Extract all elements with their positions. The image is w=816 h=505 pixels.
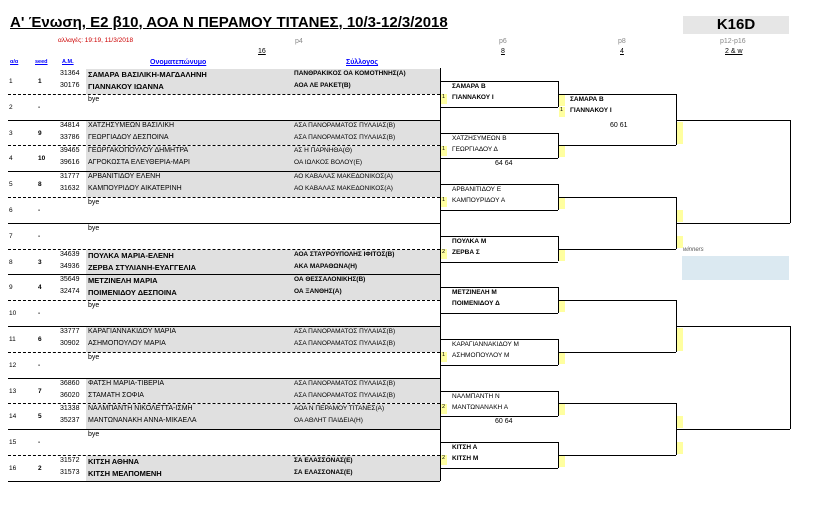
r2-top-line [440, 442, 558, 443]
header-p12: p12-p16 [720, 38, 746, 45]
entry-number: 13 [9, 387, 17, 395]
header-2w: 2 & w [725, 48, 743, 55]
player-name: ΦΑΤΣΗ ΜΑΡΙΑ-ΤΙΒΕΡΙΑ [88, 379, 165, 387]
row-divider [8, 300, 440, 301]
player-am: 32474 [60, 288, 80, 296]
entry-seed: 5 [38, 413, 42, 421]
winner-mark: 1 [442, 93, 446, 100]
r2-player2: ΜΑΝΤΩΝΑΝΑΚΗ Α [452, 403, 509, 411]
player-am: 34936 [60, 262, 80, 270]
r2-player1: ΝΑΛΜΠΑΝΤΗ Ν [452, 392, 500, 400]
r4-side-line [790, 120, 791, 223]
row-divider [8, 352, 440, 353]
row-divider [8, 429, 440, 430]
pending-marker [559, 94, 565, 106]
entry-seed: 1 [38, 78, 42, 85]
player-am: 35649 [60, 276, 80, 284]
changes-timestamp: αλλαγές: 19:19, 11/3/2018 [58, 37, 134, 44]
player-name: ΠΟΙΜΕΝΙΔΟΥ ΔΕΣΠΟΙΝΑ [88, 288, 177, 298]
row-divider [8, 94, 440, 95]
r2-player2: ΚΑΜΠΟΥΡΙΔΟΥ Α [452, 197, 506, 205]
r4-side-line [790, 326, 791, 429]
r2-player1: ΧΑΤΖΗΣΥΜΕΩΝ Β [452, 134, 507, 142]
r2-bottom-line [440, 107, 558, 108]
header-p8: p8 [618, 38, 626, 45]
header-name: Ονοματεπώνυμο [150, 59, 207, 66]
player-club: ΟΑ ΞΑΝΘΗΣ(Α) [294, 288, 342, 296]
player-club: ΑΣ Η ΠΑΡΝΗΘΑ(Θ) [294, 147, 353, 155]
entry-seed: - [38, 232, 41, 240]
page-title: Α' Ένωση, Ε2 β10, ΑΟΑ Ν ΠΕΡΑΜΟΥ ΤΙΤΑΝΕΣ, 10/3-12/3/2018 [10, 14, 448, 31]
player-club: ΑΟΑ ΛΕ ΡΑΚΕΤ(Β) [294, 82, 351, 89]
header-am: Α.Μ. [62, 59, 74, 65]
pending-marker [559, 197, 565, 209]
player-club: ΣΑ ΕΛΑΣΣΟΝΑΣ(Ε) [294, 457, 353, 464]
r4-bottom-line [676, 223, 790, 224]
player-name: ΧΑΤΖΗΣΥΜΕΩΝ ΒΑΣΙΛΙΚΗ [88, 121, 175, 129]
r3-top-line [558, 403, 676, 404]
entry-number: 9 [9, 284, 13, 292]
entry-seed: 10 [38, 155, 46, 163]
r3-player1: ΣΑΜΑΡΑ Β [570, 95, 604, 103]
header-8: 8 [501, 48, 505, 55]
entry-number: 12 [9, 361, 17, 369]
player-am: 31632 [60, 185, 80, 193]
winner-mark: 1 [560, 106, 564, 113]
header-seed: seed [35, 59, 48, 65]
entry-seed: 2 [38, 465, 42, 472]
player-name: ΑΡΒΑΝΙΤΙΔΟΥ ΕΛΕΝΗ [88, 173, 161, 181]
player-club: ΑΟ ΚΑΒΑΛΑΣ ΜΑΚΕΔΟΝΙΚΟΣ(Α) [294, 173, 393, 181]
r4-bottom-line [676, 429, 790, 430]
r2-player1: ΚΙΤΣΗ Α [452, 444, 478, 452]
r2-bottom-line [440, 365, 558, 366]
r3-bottom-line [558, 249, 676, 250]
draw-border [440, 68, 441, 481]
player-club: ΣΑ ΕΛΑΣΣΟΝΑΣ(Ε) [294, 469, 353, 476]
r2-bottom-line [440, 262, 558, 263]
pending-marker [677, 328, 683, 340]
player-name: ΖΕΡΒΑ ΣΤΥΛΙΑΝΗ-ΕΥΑΓΓΕΛΙΑ [88, 262, 196, 272]
player-am: 33786 [60, 133, 80, 141]
player-club: ΟΑ ΘΕΣΣΑΛΟΝΙΚΗΣ(Β) [294, 276, 366, 284]
player-am: 39616 [60, 159, 80, 167]
player-name: ΚΙΤΣΗ ΑΘΗΝΑ [88, 457, 140, 466]
player-name: ΣΑΜΑΡΑ ΒΑΣΙΛΙΚΗ-ΜΑΓΔΑΛΗΝΗ [88, 70, 207, 79]
draw-code: K16D [683, 16, 789, 34]
winner-mark: 1 [442, 145, 446, 152]
header-16: 16 [258, 48, 266, 55]
entry-number: 16 [9, 465, 17, 472]
r3-player2: ΓΙΑΝΝΑΚΟΥ Ι [570, 106, 612, 114]
winner-mark: 2 [442, 248, 446, 255]
player-am: 30176 [60, 82, 80, 89]
player-am: 36860 [60, 379, 80, 387]
player-club: ΟΑ ΙΩΛΚΟΣ ΒΟΛΟΥ(Ε) [294, 159, 363, 167]
entry-seed: - [38, 103, 41, 111]
entry-seed: 8 [38, 181, 42, 189]
entry-seed: 4 [38, 284, 42, 292]
winner-mark: 1 [442, 197, 446, 204]
player-name: ΓΕΩΡΓΑΚΟΠΟΥΛΟΥ ΔΗΜΗΤΡΑ [88, 147, 189, 155]
player-club: ΑΟΑ Ν ΠΕΡΑΜΟΥ ΤΙΤΑΝΕΣ(Α) [294, 405, 385, 413]
player-club: ΑΚΑ ΜΑΡΑΘΩΝΑ(Η) [294, 262, 358, 270]
player-name: ΝΑΛΜΠΑΝΤΗ ΝΙΚΟΛΕΤΤΑ-ΙΣΜΗ [88, 405, 193, 413]
player-club: ΑΣΑ ΠΑΝΟΡΑΜΑΤΟΣ ΠΥΛΑΙΑΣ(Β) [294, 391, 396, 399]
row-divider [8, 197, 440, 198]
pending-marker [677, 122, 683, 134]
entry-seed: - [38, 207, 41, 214]
r4-top-line [676, 326, 790, 327]
r2-player1: ΚΑΡΑΓΙΑΝΝΑΚΙΔΟΥ Μ [452, 340, 519, 348]
r3-top-line [558, 300, 676, 301]
pending-marker [559, 352, 565, 364]
entry-seed: 7 [38, 387, 42, 395]
player-name: ΚΙΤΣΗ ΜΕΛΠΟΜΕΝΗ [88, 469, 162, 478]
entry-number: 1 [9, 78, 13, 85]
r2-top-line [440, 236, 558, 237]
r2-score: 64 64 [495, 160, 513, 168]
entry-number: 6 [9, 207, 13, 214]
entry-number: 14 [9, 413, 17, 421]
entry-seed: 9 [38, 129, 42, 137]
r2-top-line [440, 81, 558, 82]
player-name: ΜΕΤΖΙΝΕΛΗ ΜΑΡΙΑ [88, 276, 158, 286]
winner-mark: 2 [442, 403, 446, 410]
r3-score: 60 61 [610, 121, 628, 129]
r2-bottom-line [440, 313, 558, 314]
player-am: 31572 [60, 457, 80, 464]
r2-player2: ΓΕΩΡΓΙΑΔΟΥ Δ [452, 145, 498, 153]
entry-number: 5 [9, 181, 13, 189]
entry-number: 2 [9, 103, 13, 111]
winner-mark: 1 [442, 351, 446, 358]
bye-label: bye [88, 302, 100, 310]
r2-player1: ΑΡΒΑΝΙΤΙΔΟΥ Ε [452, 186, 502, 194]
r3-bottom-line [558, 145, 676, 146]
entry-number: 8 [9, 258, 13, 266]
player-club: ΑΣΑ ΠΑΝΟΡΑΜΑΤΟΣ ΠΥΛΑΙΑΣ(Β) [294, 340, 396, 347]
player-club: ΑΟΑ ΣΤΑΥΡΟΥΠΟΛΗΣ ΙΦΙΤΟΣ(Β) [294, 250, 395, 258]
winners-box [682, 256, 789, 280]
r2-player2: ΠΟΙΜΕΝΙΔΟΥ Δ [452, 300, 500, 308]
player-am: 36020 [60, 391, 80, 399]
player-am: 39465 [60, 147, 80, 155]
r2-bottom-line [440, 210, 558, 211]
player-am: 34814 [60, 121, 80, 129]
bye-label: bye [88, 95, 100, 103]
player-am: 30902 [60, 340, 80, 347]
pending-marker [677, 416, 683, 428]
pending-marker [559, 300, 565, 312]
pending-marker [559, 403, 565, 415]
player-am: 35237 [60, 417, 80, 425]
r2-top-line [440, 133, 558, 134]
r2-bottom-line [440, 416, 558, 417]
player-name: ΠΟΥΛΚΑ ΜΑΡΙΑ-ΕΛΕΝΗ [88, 250, 174, 260]
r3-top-line [558, 94, 676, 95]
row-divider [8, 481, 440, 482]
pending-marker [677, 442, 683, 454]
entry-seed: - [38, 310, 41, 318]
player-am: 34639 [60, 250, 80, 258]
header-4: 4 [620, 48, 624, 55]
r2-bottom-line [440, 158, 558, 159]
r2-player2: ΚΙΤΣΗ Μ [452, 455, 479, 463]
entry-number: 15 [9, 439, 17, 447]
winners-label: winners [683, 247, 704, 253]
r3-bottom-line [558, 455, 676, 456]
header-ao: α/α [10, 59, 19, 65]
header-p6: p6 [499, 38, 507, 45]
pending-marker [559, 145, 565, 157]
r2-player2: ΑΣΗΜΟΠΟΥΛΟΥ Μ [452, 351, 510, 359]
player-name: ΣΤΑΜΑΤΗ ΣΟΦΙΑ [88, 391, 144, 399]
player-am: 31777 [60, 173, 80, 181]
player-name: ΑΓΡΟΚΩΣΤΑ ΕΛΕΥΘΕΡΙΑ-ΜΑΡΙ [88, 159, 190, 167]
row-divider [8, 223, 440, 224]
bye-label: bye [88, 224, 100, 232]
player-name: ΜΑΝΤΩΝΑΝΑΚΗ ΑΝΝΑ-ΜΙΚΑΕΛΑ [88, 417, 197, 425]
r2-bottom-line [440, 468, 558, 469]
entry-seed: - [38, 361, 41, 369]
player-club: ΑΣΑ ΠΑΝΟΡΑΜΑΤΟΣ ΠΥΛΑΙΑΣ(Β) [294, 379, 396, 387]
r2-player1: ΜΕΤΖΙΝΕΛΗ Μ [452, 289, 497, 297]
r2-top-line [440, 339, 558, 340]
player-am: 31364 [60, 70, 80, 77]
entry-number: 10 [9, 310, 17, 318]
header-club: Σύλλογος [346, 59, 379, 66]
r4-top-line [676, 120, 790, 121]
r2-top-line [440, 184, 558, 185]
pending-marker [677, 339, 683, 351]
winner-mark: 2 [442, 455, 446, 462]
player-am: 31338 [60, 405, 80, 413]
bye-label: bye [88, 431, 100, 439]
player-club: ΑΣΑ ΠΑΝΟΡΑΜΑΤΟΣ ΠΥΛΑΙΑΣ(Β) [294, 121, 396, 129]
entry-seed: 6 [38, 336, 42, 343]
pending-marker [559, 249, 565, 261]
r2-player1: ΠΟΥΛΚΑ Μ [452, 237, 487, 245]
header-p4: p4 [295, 38, 303, 45]
pending-marker [559, 455, 565, 467]
player-name: ΓΕΩΡΓΙΑΔΟΥ ΔΕΣΠΟΙΝΑ [88, 133, 169, 141]
player-name: ΚΑΡΑΓΙΑΝΝΑΚΙΔΟΥ ΜΑΡΙΑ [88, 328, 177, 335]
r2-top-line [440, 287, 558, 288]
entry-number: 11 [9, 336, 16, 343]
player-club: ΑΣΑ ΠΑΝΟΡΑΜΑΤΟΣ ΠΥΛΑΙΑΣ(Β) [294, 133, 396, 141]
pending-marker [677, 210, 683, 222]
player-name: ΑΣΗΜΟΠΟΥΛΟΥ ΜΑΡΙΑ [88, 340, 166, 347]
bye-label: bye [88, 353, 100, 361]
player-club: ΑΟ ΚΑΒΑΛΑΣ ΜΑΚΕΔΟΝΙΚΟΣ(Α) [294, 185, 393, 193]
r2-top-line [440, 391, 558, 392]
player-club: ΠΑΝΘΡΑΚΙΚΟΣ ΟΑ ΚΟΜΟΤΗΝΗΣ(Α) [294, 70, 406, 77]
entry-number: 3 [9, 129, 13, 137]
player-name: ΓΙΑΝΝΑΚΟΥ ΙΩΑΝΝΑ [88, 82, 164, 91]
entry-number: 7 [9, 232, 13, 240]
r2-player2: ΓΙΑΝΝΑΚΟΥ Ι [452, 93, 494, 101]
pending-marker [677, 236, 683, 248]
r3-bottom-line [558, 352, 676, 353]
entry-seed: - [38, 439, 41, 447]
r2-player2: ΖΕΡΒΑ Σ [452, 248, 480, 256]
entry-number: 4 [9, 155, 13, 163]
player-am: 33777 [60, 328, 80, 335]
player-club: ΟΑ ΑΘΛΗΤ ΠΑΙΔΕΙΑ(Η) [294, 417, 363, 425]
entry-seed: 3 [38, 258, 42, 266]
player-am: 31573 [60, 469, 80, 476]
r2-score: 60 64 [495, 418, 513, 426]
player-name: ΚΑΜΠΟΥΡΙΔΟΥ ΑΙΚΑΤΕΡΙΝΗ [88, 185, 182, 193]
bye-label: bye [88, 199, 100, 206]
r3-top-line [558, 197, 676, 198]
pending-marker [677, 132, 683, 144]
r2-player1: ΣΑΜΑΡΑ Β [452, 82, 486, 90]
player-club: ΑΣΑ ΠΑΝΟΡΑΜΑΤΟΣ ΠΥΛΑΙΑΣ(Β) [294, 328, 396, 335]
